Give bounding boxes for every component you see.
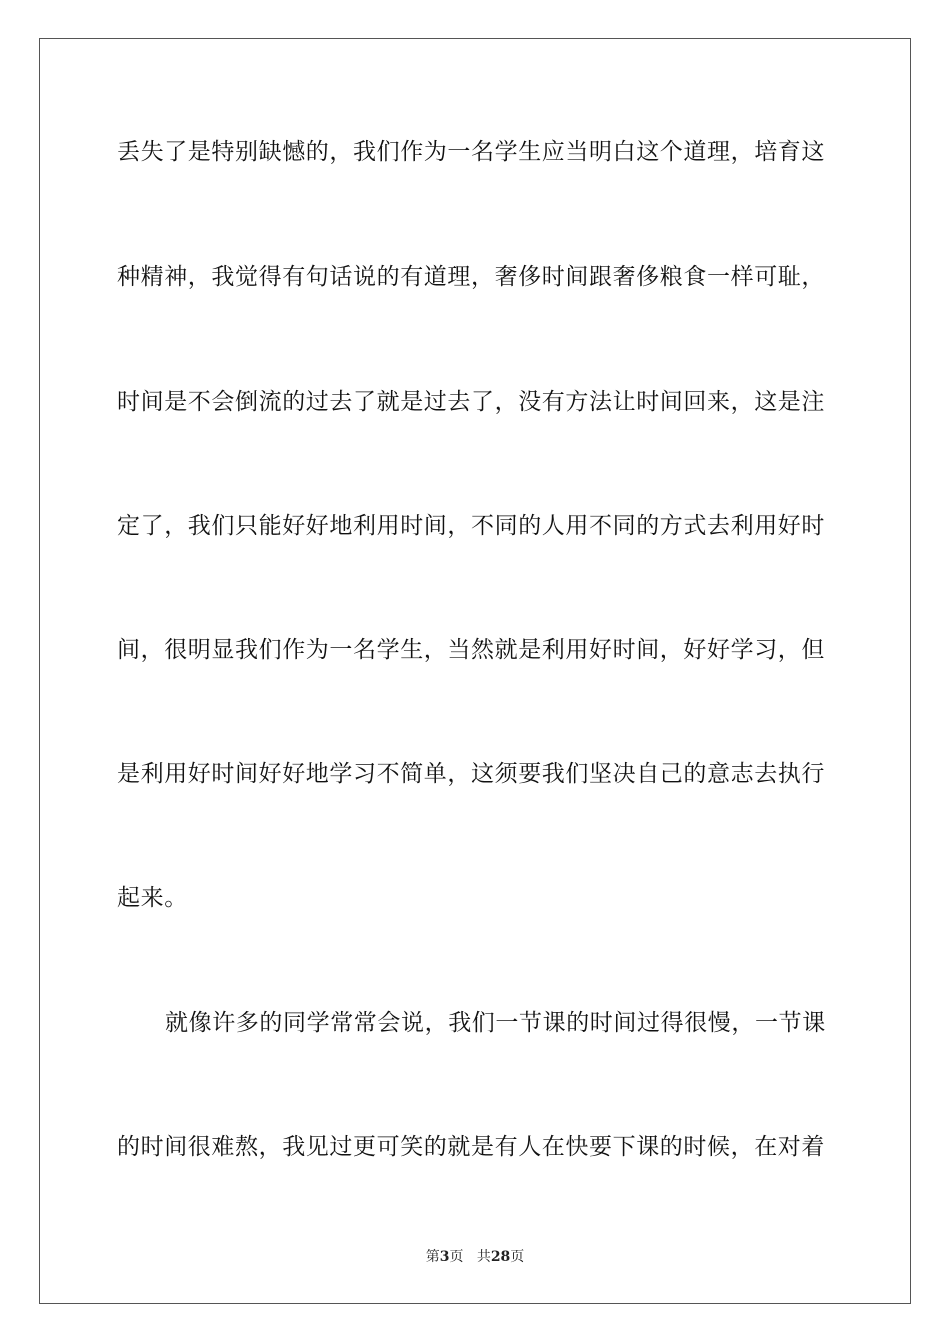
text-line: 种精神，我觉得有句话说的有道理，奢侈时间跟奢侈粮食一样可耻， [117, 264, 825, 290]
page-suffix: 页 [449, 1249, 464, 1265]
paragraph-first-line: 就像许多的同学常常会说，我们一节课的时间过得很慢，一节课 [165, 1010, 826, 1036]
page-prefix: 第 [425, 1249, 440, 1265]
total-pages: 28 [490, 1249, 511, 1265]
page-footer [0, 1248, 950, 1266]
text-line: 时间是不会倒流的过去了就是过去了，没有方法让时间回来，这是注 [117, 389, 825, 415]
text-line: 丢失了是特别缺憾的，我们作为一名学生应当明白这个道理，培育这 [117, 139, 825, 165]
text-line: 起来。 [117, 885, 188, 911]
text-line: 间，很明显我们作为一名学生，当然就是利用好时间，好好学习，但 [117, 637, 825, 663]
text-line: 是利用好时间好好地学习不简单，这须要我们坚决自己的意志去执行 [117, 761, 825, 787]
text-line: 定了，我们只能好好地利用时间，不同的人用不同的方式去利用好时 [117, 513, 825, 539]
text-line: 的时间很难熬，我见过更可笑的就是有人在快要下课的时候，在对着 [117, 1134, 825, 1160]
total-suffix: 页 [510, 1249, 525, 1265]
page-number: 3 [439, 1249, 450, 1265]
page-border [39, 38, 911, 1304]
total-prefix: 共 [476, 1249, 491, 1265]
